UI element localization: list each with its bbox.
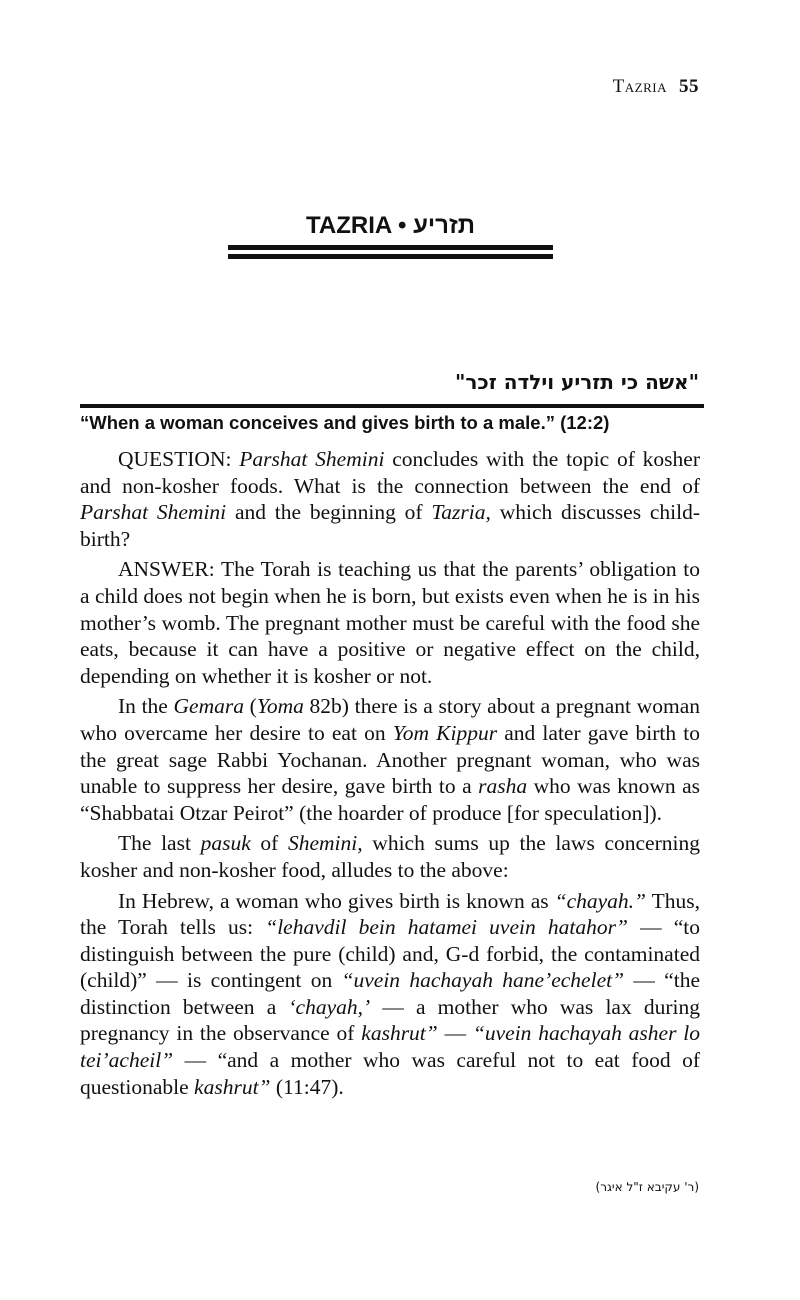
text-run: In Hebrew, a woman who gives birth is known as (118, 888, 555, 913)
text-run: which discusses child-birth? (80, 500, 700, 551)
source-citation: (ר' עקיבא ז"ל איגר) (595, 1180, 699, 1194)
text-run: (11:47). (270, 1074, 344, 1099)
text-run: Thus, the Torah tells us: (80, 888, 700, 940)
paragraph (80, 830, 700, 883)
italic-term: Shemini, (287, 831, 363, 856)
italic-term: Gemara (173, 694, 244, 719)
chapter-title: TAZRIA • תזריע (306, 212, 475, 239)
verse-hebrew: "אשה כי תזריע וילדה זכר" (454, 370, 699, 394)
text-run: — “the distinction between a (80, 968, 700, 1019)
verse-rule (80, 404, 704, 408)
italic-term: Yoma (256, 694, 304, 719)
paragraph (80, 556, 700, 689)
italic-term: Parshat Shemini (239, 447, 385, 471)
text-run: and the beginning of (226, 500, 432, 525)
italic-term: “uvein hachayah hane’echelet” (341, 968, 625, 993)
text-run: The last (118, 831, 201, 856)
italic-term: “lehavdil bein hatamei uvein hatahor” (265, 915, 628, 940)
italic-term: pasuk (200, 831, 251, 856)
text-run: — a mother who was lax during pregnancy in the observance of (80, 994, 700, 1046)
italic-term: “chayah.” (554, 888, 646, 913)
text-run: — “to distinguish between the pure (child) and, G-d forbid, the contaminated (child)” — is contingent on (80, 915, 700, 993)
verse-english: “When a woman conceives and gives birth to a male.” (12:2) (80, 412, 610, 433)
italic-term: kashrut” (361, 1021, 438, 1046)
italic-term: “uvein hachayah asher lo tei’acheil” (80, 1021, 700, 1073)
text-run: — “and a mother who was careful not to eat food of questionable (80, 1048, 700, 1099)
text-run: concludes with the topic of kosher and non-kosher foods. What is the connection between the end of (80, 447, 700, 498)
page-number: 55 (679, 76, 699, 97)
italic-term: Yom Kippur (392, 720, 498, 745)
text-run: ANSWER: The Torah is teaching us that the parents’ obligation to a child does not begin when he is born, but exists even when he is in his mother’s womb. The pregnant mother must be careful with the food she eats, because it can have a positive or negative effect on the child, depending on whether it is kosher or not. (80, 557, 700, 688)
italic-term: rasha (478, 774, 528, 799)
body-text (80, 446, 700, 1104)
text-run: who was known as “Shabbatai Otzar Peirot” (the hoarder of produce [for speculation]). (80, 774, 700, 825)
text-run: — (437, 1021, 473, 1046)
text-run: which sums up the laws concerning kosher and non-kosher food, alludes to the above: (80, 831, 700, 882)
text-run: of (250, 831, 288, 856)
text-run: ( (244, 694, 257, 719)
paragraph (80, 693, 700, 826)
paragraph (80, 888, 700, 1101)
paragraph (80, 446, 700, 552)
text-run: and later gave birth to the great sage Rabbi Yochanan. Another pregnant woman, who was unable to suppress her desire, gave birth to a (80, 720, 700, 799)
title-rule-bottom (228, 254, 553, 259)
text-run: In the (118, 694, 174, 719)
italic-term: kashrut” (194, 1074, 271, 1099)
text-run: 82b) there is a story about a pregnant woman who overcame her desire to eat on (80, 694, 700, 745)
italic-term: Parshat Shemini (80, 500, 227, 525)
text-run: QUESTION: (118, 447, 240, 471)
title-rule-top (228, 245, 553, 250)
italic-term: Tazria, (431, 500, 491, 525)
running-head (613, 76, 699, 98)
running-head-title: Tazria (612, 76, 667, 97)
italic-term: ‘chayah,’ (288, 994, 371, 1019)
